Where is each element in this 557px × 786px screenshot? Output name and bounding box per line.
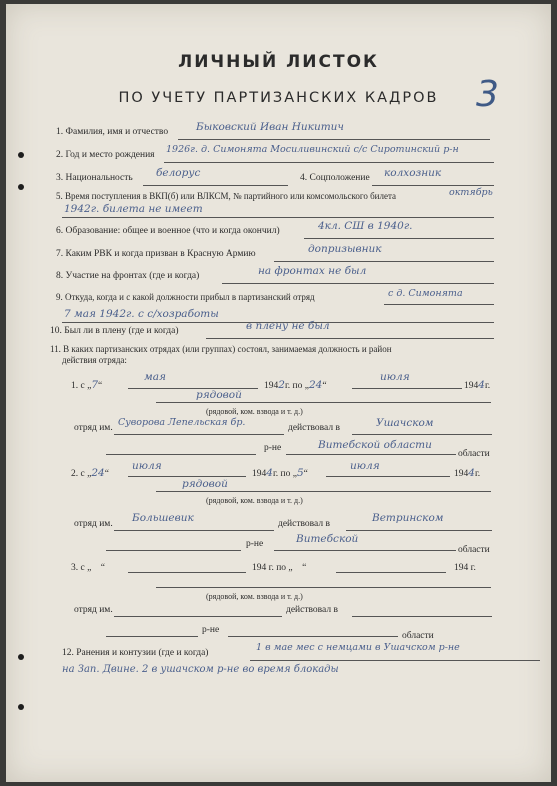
period-2-to-year: 1944г. — [454, 467, 481, 479]
field-7-line — [274, 261, 494, 262]
period-2-from-month: июля — [132, 460, 162, 472]
period-2-role-caption: (рядовой, ком. взвода и т. д.) — [206, 496, 303, 505]
field-7-value: допризывник — [308, 243, 382, 255]
field-3-line — [143, 185, 288, 186]
period-1-to-line — [352, 388, 462, 389]
field-6-value: 4кл. СШ в 1940г. — [318, 220, 413, 232]
field-9-line-1 — [384, 304, 494, 305]
page-title: ЛИЧНЫЙ ЛИСТОК — [178, 52, 379, 72]
period-1-rne-line — [106, 454, 256, 455]
period-2-to-line — [326, 476, 450, 477]
page-subtitle: ПО УЧЕТУ ПАРТИЗАНСКИХ КАДРОВ — [118, 90, 439, 106]
period-2-oblasti: области — [458, 545, 490, 555]
period-2-to-month: июля — [350, 460, 380, 472]
field-1-label: 1. Фамилия, имя и отчество — [56, 127, 169, 137]
period-3-oblasti: области — [402, 631, 434, 641]
period-1-rne: р-не — [264, 443, 282, 453]
period-1-deystvoval: действовал в — [288, 423, 340, 433]
field-12-line-1 — [250, 660, 540, 661]
field-4-value: колхозник — [384, 167, 442, 179]
field-8-label: 8. Участие на фронтах (где и когда) — [56, 271, 200, 281]
field-6-label: 6. Образование: общее и военное (что и когда окончил) — [56, 226, 280, 236]
field-4-label: 4. Соцположение — [300, 173, 370, 183]
period-1-otryad-label: отряд им. — [74, 423, 113, 433]
period-1-role-line — [156, 402, 491, 403]
period-1-oblast-line — [286, 454, 456, 455]
period-2-otryad-label: отряд им. — [74, 519, 113, 529]
period-1-to-month: июля — [380, 371, 410, 383]
field-5-value-line1: октябрь — [449, 187, 493, 198]
period-1-otryad-line — [114, 434, 284, 435]
field-12-value-line2: на Зап. Двине. 2 в ушачском р-не во время блокады — [62, 664, 339, 675]
period-1-region: Ушачском — [376, 417, 434, 429]
period-2-oblast-line — [274, 550, 456, 551]
field-12-label: 12. Ранения и контузии (где и когда) — [62, 648, 209, 658]
punch-hole — [18, 152, 24, 158]
period-1-from-year: 1942г. по „24“ — [264, 379, 327, 391]
period-3-otryad-label: отряд им. — [74, 605, 113, 615]
field-1-value: Быковский Иван Никитич — [196, 121, 344, 133]
field-9-value-line2: 7 мая 1942г. с с/хозработы — [64, 308, 219, 320]
period-2-region-line — [346, 530, 492, 531]
punch-hole — [18, 184, 24, 190]
field-5-line — [62, 217, 494, 218]
field-8-line — [222, 283, 494, 284]
period-1-to-year: 1944г. — [464, 379, 491, 391]
period-2-oblast: Витебской — [296, 533, 359, 545]
period-1-from: 1. с „7“ — [71, 379, 103, 391]
field-2-value: 1926г. д. Симонята Мосиливинский с/с Сиротинский р-н — [166, 144, 459, 155]
period-1-role-caption: (рядовой, ком. взвода и т. д.) — [206, 407, 303, 416]
period-3-rne: р-не — [202, 625, 220, 635]
period-2-otryad-line — [114, 530, 274, 531]
field-10-value: в плену не был — [246, 320, 330, 332]
punch-hole — [18, 704, 24, 710]
period-3-otryad-line — [114, 616, 282, 617]
period-3-rne-line — [106, 636, 198, 637]
period-2-otryad-name: Большевик — [132, 512, 194, 524]
field-11-label: 11. В каких партизанских отрядах (или группах) состоял, занимаемая должность и район — [50, 344, 392, 354]
period-2-role: рядовой — [182, 478, 228, 490]
field-11-label-cont: действия отряда: — [62, 355, 127, 365]
period-2-from-line — [128, 476, 246, 477]
period-3-to-year: 194 г. — [454, 563, 476, 573]
period-2-from: 2. с „24“ — [71, 467, 109, 479]
period-1-oblasti: области — [458, 449, 490, 459]
field-3-value: белорус — [156, 167, 201, 179]
period-1-from-month: мая — [144, 371, 166, 383]
period-2-region: Ветринском — [372, 512, 444, 524]
period-3-from-line — [128, 572, 246, 573]
handwritten-page-number: 3 — [476, 74, 499, 115]
field-12-value-line1: 1 в мае мес с немцами в Ушачском р-не — [256, 642, 460, 653]
field-9-value-line1: с д. Симонята — [388, 288, 463, 299]
field-10-line — [206, 338, 494, 339]
period-2-rne-line — [106, 550, 241, 551]
period-3-from: 3. с „ “ — [71, 563, 106, 573]
period-1-oblast: Витебской области — [318, 439, 432, 451]
field-4-line — [372, 185, 494, 186]
period-3-role-caption: (рядовой, ком. взвода и т. д.) — [206, 592, 303, 601]
period-3-oblast-line — [228, 636, 398, 637]
field-5-label: 5. Время поступления в ВКП(б) или ВЛКСМ, № партийного или комсомольского билета — [56, 191, 396, 201]
period-3-from-year: 194 г. по „ “ — [252, 563, 307, 573]
field-7-label: 7. Каким РВК и когда призван в Красную Армию — [56, 249, 256, 259]
field-1-line — [178, 139, 490, 140]
period-2-from-year: 1944г. по „5“ — [252, 467, 308, 479]
field-8-value: на фронтах не был — [258, 265, 367, 277]
punch-hole — [18, 654, 24, 660]
period-3-deystvoval: действовал в — [286, 605, 338, 615]
field-5-value-line2: 1942г. билета не имеет — [64, 203, 203, 215]
field-2-line — [164, 162, 494, 163]
field-10-label: 10. Был ли в плену (где и когда) — [50, 326, 179, 336]
field-9-label: 9. Откуда, когда и с какой должности прибыл в партизанский отряд — [56, 292, 315, 302]
period-1-role: рядовой — [196, 389, 242, 401]
period-2-deystvoval: действовал в — [278, 519, 330, 529]
period-3-role-line — [156, 587, 491, 588]
document-page — [6, 4, 551, 782]
period-2-role-line — [156, 491, 491, 492]
field-6-line — [304, 238, 494, 239]
period-3-to-line — [336, 572, 446, 573]
period-1-region-line — [352, 434, 492, 435]
field-3-label: 3. Национальность — [56, 173, 133, 183]
period-3-region-line — [352, 616, 492, 617]
field-2-label: 2. Год и место рождения — [56, 150, 155, 160]
period-1-otryad-name: Суворова Лепельская бр. — [118, 417, 246, 428]
period-2-rne: р-не — [246, 539, 264, 549]
